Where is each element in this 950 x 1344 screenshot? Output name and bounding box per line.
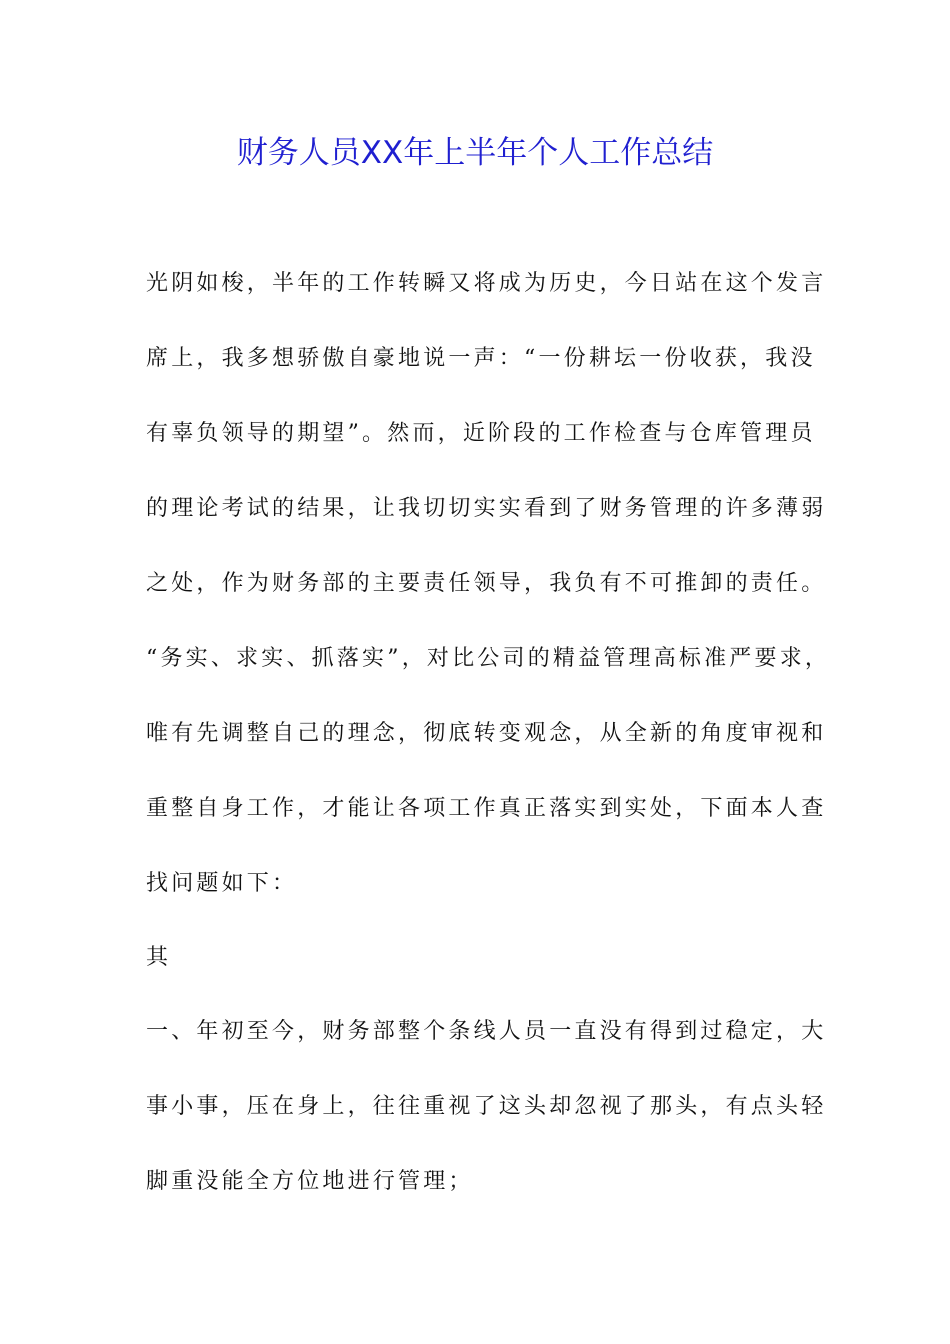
body-line: 找问题如下： — [146, 871, 298, 896]
body-line: 的理论考试的结果，让我切切实实看到了财务管理的许多薄弱 — [146, 496, 827, 521]
document-title: 财务人员XX年上半年个人工作总结 — [236, 135, 714, 171]
body-line: 重整自身工作，才能让各项工作真正落实到实处，下面本人查 — [146, 796, 827, 821]
body-line: “务实、求实、抓落实”，对比公司的精益管理高标准严要求， — [146, 646, 831, 671]
body-line: 一、年初至今，财务部整个条线人员一直没有得到过稳定，大 — [146, 1019, 827, 1044]
body-line: 有辜负领导的期望”。然而，近阶段的工作检查与仓库管理员 — [146, 421, 816, 446]
body-line: 唯有先调整自己的理念，彻底转变观念，从全新的角度审视和 — [146, 721, 827, 746]
body-line: 光阴如梭，半年的工作转瞬又将成为历史，今日站在这个发言 — [146, 271, 827, 296]
body-line: 脚重没能全方位地进行管理； — [146, 1169, 474, 1194]
body-line: 之处，作为财务部的主要责任领导，我负有不可推卸的责任。 — [146, 571, 827, 596]
body-line: 其 — [146, 945, 172, 970]
body-line: 事小事，压在身上，往往重视了这头却忽视了那头，有点头轻 — [146, 1094, 827, 1119]
body-line: 席上，我多想骄傲自豪地说一声：“一份耕坛一份收获，我没 — [146, 346, 816, 371]
